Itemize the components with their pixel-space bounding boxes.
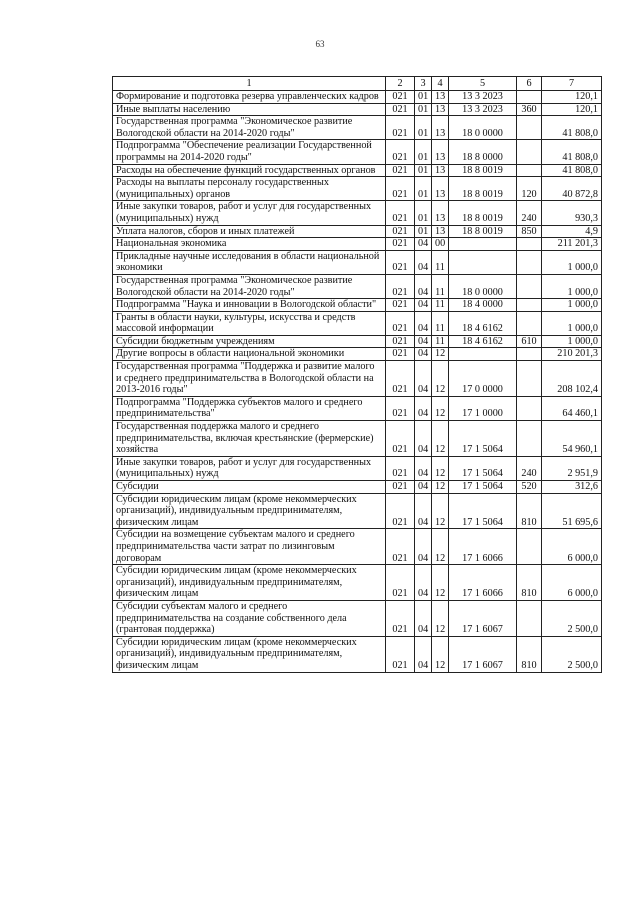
amount: 64 460,1	[542, 396, 602, 420]
section-code: 04	[415, 335, 432, 348]
target-article-code: 17 1 6066	[449, 565, 517, 601]
section-code: 01	[415, 116, 432, 140]
target-article-code: 13 3 2023	[449, 103, 517, 116]
row-name: Субсидии бюджетным учреждениям	[113, 335, 386, 348]
subsection-code: 12	[432, 565, 449, 601]
ministry-code: 021	[386, 225, 415, 238]
expense-type-code	[517, 311, 542, 335]
column-header-4: 4	[432, 77, 449, 91]
section-code: 04	[415, 311, 432, 335]
table-row	[113, 565, 602, 601]
row-name: Субсидии на возмещение субъектам малого и среднего предпринимательства части затрат по лизинговым договорам	[113, 529, 386, 565]
column-header-2: 2	[386, 77, 415, 91]
ministry-code: 021	[386, 238, 415, 251]
expense-type-code: 520	[517, 481, 542, 494]
expense-type-code: 610	[517, 335, 542, 348]
table-row	[113, 140, 602, 164]
row-name: Субсидии юридическим лицам (кроме некоммерческих организаций), индивидуальным предпринимателям, физическим лицам	[113, 565, 386, 601]
amount: 210 201,3	[542, 348, 602, 361]
table-row	[113, 396, 602, 420]
row-name: Подпрограмма "Наука и инновации в Вологодской области"	[113, 299, 386, 312]
row-name: Государственная поддержка малого и среднего предпринимательства, включая крестьянские (фермерские) хозяйства	[113, 421, 386, 457]
expense-type-code	[517, 529, 542, 565]
amount: 51 695,6	[542, 493, 602, 529]
table-row	[113, 529, 602, 565]
expense-type-code: 810	[517, 636, 542, 672]
ministry-code: 021	[386, 116, 415, 140]
target-article-code: 17 1 5064	[449, 456, 517, 480]
section-code: 04	[415, 274, 432, 298]
ministry-code: 021	[386, 335, 415, 348]
table-header-row	[113, 77, 602, 91]
table-row	[113, 361, 602, 397]
row-name: Субсидии субъектам малого и среднего предпринимательства на создание собственного дела (грантовая поддержка)	[113, 600, 386, 636]
table-row	[113, 600, 602, 636]
table-row	[113, 274, 602, 298]
target-article-code: 18 0 0000	[449, 116, 517, 140]
expense-type-code	[517, 299, 542, 312]
subsection-code: 12	[432, 493, 449, 529]
expense-type-code: 240	[517, 456, 542, 480]
section-code: 04	[415, 361, 432, 397]
table-row	[113, 116, 602, 140]
ministry-code: 021	[386, 140, 415, 164]
table-row	[113, 164, 602, 177]
row-name: Субсидии юридическим лицам (кроме некоммерческих организаций), индивидуальным предпринимателям, физическим лицам	[113, 493, 386, 529]
section-code: 04	[415, 299, 432, 312]
target-article-code	[449, 238, 517, 251]
subsection-code: 00	[432, 238, 449, 251]
amount: 312,6	[542, 481, 602, 494]
expense-type-code: 850	[517, 225, 542, 238]
table-row	[113, 311, 602, 335]
amount: 2 951,9	[542, 456, 602, 480]
row-name: Подпрограмма "Поддержка субъектов малого и среднего предпринимательства"	[113, 396, 386, 420]
target-article-code: 17 0 0000	[449, 361, 517, 397]
row-name: Другие вопросы в области национальной экономики	[113, 348, 386, 361]
section-code: 04	[415, 493, 432, 529]
expense-type-code	[517, 116, 542, 140]
column-header-5: 5	[449, 77, 517, 91]
ministry-code: 021	[386, 91, 415, 104]
amount: 2 500,0	[542, 600, 602, 636]
table-row	[113, 177, 602, 201]
row-name: Уплата налогов, сборов и иных платежей	[113, 225, 386, 238]
amount: 120,1	[542, 103, 602, 116]
target-article-code: 18 4 6162	[449, 311, 517, 335]
section-code: 01	[415, 164, 432, 177]
subsection-code: 11	[432, 335, 449, 348]
target-article-code: 17 1 6067	[449, 600, 517, 636]
budget-table	[112, 76, 602, 673]
expense-type-code	[517, 91, 542, 104]
subsection-code: 11	[432, 299, 449, 312]
ministry-code: 021	[386, 361, 415, 397]
row-name: Иные выплаты населению	[113, 103, 386, 116]
section-code: 04	[415, 250, 432, 274]
row-name: Субсидии юридическим лицам (кроме некоммерческих организаций), индивидуальным предпринимателям, физическим лицам	[113, 636, 386, 672]
expense-type-code	[517, 250, 542, 274]
ministry-code: 021	[386, 493, 415, 529]
section-code: 04	[415, 456, 432, 480]
amount: 1 000,0	[542, 250, 602, 274]
target-article-code: 18 8 0019	[449, 177, 517, 201]
target-article-code: 18 4 6162	[449, 335, 517, 348]
section-code: 01	[415, 201, 432, 225]
amount: 930,3	[542, 201, 602, 225]
subsection-code: 13	[432, 164, 449, 177]
expense-type-code: 360	[517, 103, 542, 116]
subsection-code: 13	[432, 177, 449, 201]
target-article-code: 18 8 0000	[449, 140, 517, 164]
section-code: 01	[415, 140, 432, 164]
row-name: Иные закупки товаров, работ и услуг для государственных (муниципальных) нужд	[113, 201, 386, 225]
subsection-code: 12	[432, 600, 449, 636]
row-name: Расходы на обеспечение функций государственных органов	[113, 164, 386, 177]
subsection-code: 13	[432, 201, 449, 225]
section-code: 04	[415, 565, 432, 601]
row-name: Субсидии	[113, 481, 386, 494]
subsection-code: 12	[432, 348, 449, 361]
amount: 6 000,0	[542, 529, 602, 565]
table-row	[113, 348, 602, 361]
section-code: 01	[415, 103, 432, 116]
amount: 41 808,0	[542, 164, 602, 177]
table-row	[113, 299, 602, 312]
amount: 2 500,0	[542, 636, 602, 672]
table-row	[113, 201, 602, 225]
row-name: Государственная программа "Экономическое развитие Вологодской области на 2014-2020 годы"	[113, 274, 386, 298]
target-article-code: 17 1 5064	[449, 421, 517, 457]
column-header-1: 1	[113, 77, 386, 91]
amount: 1 000,0	[542, 311, 602, 335]
target-article-code: 18 0 0000	[449, 274, 517, 298]
section-code: 04	[415, 421, 432, 457]
ministry-code: 021	[386, 348, 415, 361]
subsection-code: 13	[432, 116, 449, 140]
subsection-code: 13	[432, 91, 449, 104]
section-code: 01	[415, 177, 432, 201]
expense-type-code	[517, 600, 542, 636]
row-name: Государственная программа "Экономическое развитие Вологодской области на 2014-2020 годы"	[113, 116, 386, 140]
page-number: 63	[315, 39, 325, 49]
expense-type-code: 120	[517, 177, 542, 201]
column-header-6: 6	[517, 77, 542, 91]
section-code: 04	[415, 238, 432, 251]
ministry-code: 021	[386, 299, 415, 312]
ministry-code: 021	[386, 565, 415, 601]
amount: 40 872,8	[542, 177, 602, 201]
row-name: Национальная экономика	[113, 238, 386, 251]
target-article-code: 18 8 0019	[449, 164, 517, 177]
column-header-3: 3	[415, 77, 432, 91]
target-article-code: 17 1 6066	[449, 529, 517, 565]
ministry-code: 021	[386, 481, 415, 494]
section-code: 04	[415, 481, 432, 494]
subsection-code: 13	[432, 140, 449, 164]
subsection-code: 12	[432, 396, 449, 420]
section-code: 01	[415, 225, 432, 238]
expense-type-code	[517, 421, 542, 457]
ministry-code: 021	[386, 177, 415, 201]
subsection-code: 12	[432, 481, 449, 494]
subsection-code: 13	[432, 103, 449, 116]
ministry-code: 021	[386, 164, 415, 177]
ministry-code: 021	[386, 421, 415, 457]
table-row	[113, 238, 602, 251]
amount: 54 960,1	[542, 421, 602, 457]
ministry-code: 021	[386, 529, 415, 565]
subsection-code: 12	[432, 636, 449, 672]
amount: 1 000,0	[542, 335, 602, 348]
target-article-code: 13 3 2023	[449, 91, 517, 104]
expense-type-code	[517, 348, 542, 361]
subsection-code: 12	[432, 421, 449, 457]
ministry-code: 021	[386, 456, 415, 480]
section-code: 04	[415, 636, 432, 672]
target-article-code: 17 1 0000	[449, 396, 517, 420]
subsection-code: 12	[432, 456, 449, 480]
target-article-code: 18 8 0019	[449, 201, 517, 225]
row-name: Подпрограмма "Обеспечение реализации Государственной программы на 2014-2020 годы"	[113, 140, 386, 164]
table-row	[113, 481, 602, 494]
amount: 41 808,0	[542, 116, 602, 140]
subsection-code: 11	[432, 274, 449, 298]
expense-type-code	[517, 274, 542, 298]
table-row	[113, 456, 602, 480]
section-code: 04	[415, 396, 432, 420]
target-article-code: 18 4 0000	[449, 299, 517, 312]
table-row	[113, 421, 602, 457]
subsection-code: 11	[432, 250, 449, 274]
expense-type-code	[517, 238, 542, 251]
amount: 6 000,0	[542, 565, 602, 601]
section-code: 04	[415, 348, 432, 361]
subsection-code: 12	[432, 361, 449, 397]
expense-type-code: 240	[517, 201, 542, 225]
ministry-code: 021	[386, 250, 415, 274]
row-name: Прикладные научные исследования в области национальной экономики	[113, 250, 386, 274]
table-row	[113, 103, 602, 116]
amount: 208 102,4	[542, 361, 602, 397]
ministry-code: 021	[386, 600, 415, 636]
amount: 4,9	[542, 225, 602, 238]
target-article-code	[449, 250, 517, 274]
subsection-code: 13	[432, 225, 449, 238]
row-name: Гранты в области науки, культуры, искусства и средств массовой информации	[113, 311, 386, 335]
target-article-code: 17 1 5064	[449, 493, 517, 529]
amount: 1 000,0	[542, 299, 602, 312]
subsection-code: 12	[432, 529, 449, 565]
column-header-7: 7	[542, 77, 602, 91]
amount: 120,1	[542, 91, 602, 104]
table-row	[113, 91, 602, 104]
ministry-code: 021	[386, 103, 415, 116]
section-code: 04	[415, 529, 432, 565]
table-row	[113, 250, 602, 274]
ministry-code: 021	[386, 396, 415, 420]
expense-type-code: 810	[517, 493, 542, 529]
table-row	[113, 335, 602, 348]
expense-type-code	[517, 361, 542, 397]
row-name: Государственная программа "Поддержка и развитие малого и среднего предпринимательства в Вологодской области на 2013-2016 годы"	[113, 361, 386, 397]
expense-type-code	[517, 164, 542, 177]
row-name: Формирование и подготовка резерва управленческих кадров	[113, 91, 386, 104]
table-row	[113, 636, 602, 672]
section-code: 04	[415, 600, 432, 636]
subsection-code: 11	[432, 311, 449, 335]
ministry-code: 021	[386, 311, 415, 335]
ministry-code: 021	[386, 274, 415, 298]
row-name: Расходы на выплаты персоналу государственных (муниципальных) органов	[113, 177, 386, 201]
amount: 41 808,0	[542, 140, 602, 164]
target-article-code	[449, 348, 517, 361]
expense-type-code: 810	[517, 565, 542, 601]
table-row	[113, 225, 602, 238]
table-body	[113, 91, 602, 673]
ministry-code: 021	[386, 201, 415, 225]
amount: 1 000,0	[542, 274, 602, 298]
target-article-code: 17 1 5064	[449, 481, 517, 494]
ministry-code: 021	[386, 636, 415, 672]
amount: 211 201,3	[542, 238, 602, 251]
expense-type-code	[517, 140, 542, 164]
target-article-code: 18 8 0019	[449, 225, 517, 238]
row-name: Иные закупки товаров, работ и услуг для государственных (муниципальных) нужд	[113, 456, 386, 480]
table-row	[113, 493, 602, 529]
expense-type-code	[517, 396, 542, 420]
target-article-code: 17 1 6067	[449, 636, 517, 672]
section-code: 01	[415, 91, 432, 104]
